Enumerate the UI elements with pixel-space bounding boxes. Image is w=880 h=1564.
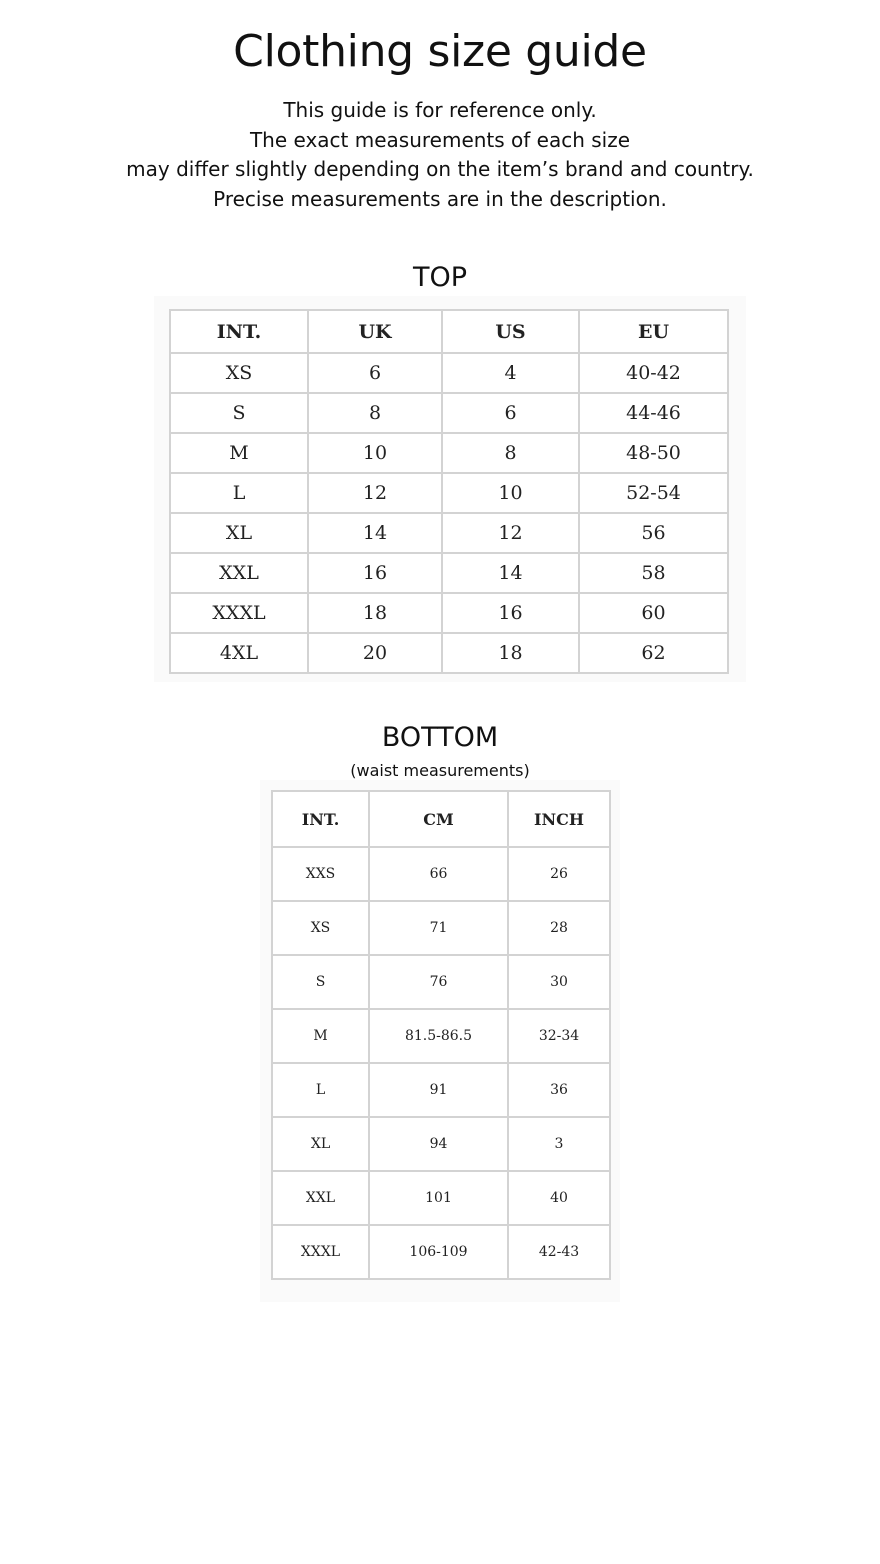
cell-inch: 26 <box>508 847 610 901</box>
table-row <box>170 633 728 673</box>
cell-us: 4 <box>442 353 579 393</box>
cell-cm: 71 <box>369 901 508 955</box>
cell-inch: 3 <box>508 1117 610 1171</box>
cell-us: 16 <box>442 593 579 633</box>
cell-us: 6 <box>442 393 579 433</box>
table-row <box>272 1009 610 1063</box>
cell-cm: 94 <box>369 1117 508 1171</box>
table-row <box>170 593 728 633</box>
cell-int: XL <box>170 513 308 553</box>
cell-int: XL <box>272 1117 369 1171</box>
cell-int: XXL <box>170 553 308 593</box>
intro-line: This guide is for reference only. <box>283 98 597 122</box>
cell-uk: 18 <box>308 593 442 633</box>
table-row <box>170 353 728 393</box>
cell-uk: 20 <box>308 633 442 673</box>
waist-measurements-note: (waist measurements) <box>350 761 530 780</box>
cell-eu: 44-46 <box>579 393 728 433</box>
cell-cm: 81.5-86.5 <box>369 1009 508 1063</box>
cell-int: M <box>272 1009 369 1063</box>
cell-inch: 30 <box>508 955 610 1009</box>
cell-int: L <box>170 473 308 513</box>
cell-int: S <box>272 955 369 1009</box>
intro-line: The exact measurements of each size <box>249 127 631 152</box>
cell-eu: 58 <box>579 553 728 593</box>
table-row <box>272 1171 610 1225</box>
cell-cm: 106-109 <box>369 1225 508 1279</box>
cell-us: 18 <box>442 633 579 673</box>
page-title: Clothing size guide <box>233 26 647 77</box>
cell-eu: 40-42 <box>579 353 728 393</box>
cell-cm: 66 <box>369 847 508 901</box>
cell-inch: 28 <box>508 901 610 955</box>
cell-int: 4XL <box>170 633 308 673</box>
cell-inch: 36 <box>508 1063 610 1117</box>
table-header-row <box>272 791 610 847</box>
bottom-size-table <box>271 790 611 1280</box>
cell-uk: 8 <box>308 393 442 433</box>
table-row <box>170 513 728 553</box>
column-header-inch: INCH <box>508 791 610 847</box>
cell-uk: 14 <box>308 513 442 553</box>
column-header-int: INT. <box>272 791 369 847</box>
bottom-section-heading: BOTTOM <box>381 722 499 753</box>
table-row <box>272 1117 610 1171</box>
intro-text <box>0 96 880 214</box>
cell-int: XXS <box>272 847 369 901</box>
cell-inch: 42-43 <box>508 1225 610 1279</box>
cell-eu: 56 <box>579 513 728 553</box>
table-row <box>170 393 728 433</box>
cell-int: XS <box>170 353 308 393</box>
cell-inch: 32-34 <box>508 1009 610 1063</box>
intro-line: may differ slightly depending on the item’s brand and country. <box>126 157 754 181</box>
cell-us: 8 <box>442 433 579 473</box>
cell-int: XXXL <box>272 1225 369 1279</box>
column-header-us: US <box>442 310 579 353</box>
table-row <box>272 847 610 901</box>
cell-eu: 48-50 <box>579 433 728 473</box>
cell-cm: 76 <box>369 955 508 1009</box>
column-header-eu: EU <box>579 310 728 353</box>
cell-inch: 40 <box>508 1171 610 1225</box>
cell-int: XXXL <box>170 593 308 633</box>
cell-eu: 52-54 <box>579 473 728 513</box>
cell-us: 14 <box>442 553 579 593</box>
column-header-cm: CM <box>369 791 508 847</box>
intro-line: Precise measurements are in the description. <box>213 186 667 211</box>
cell-int: XS <box>272 901 369 955</box>
cell-int: S <box>170 393 308 433</box>
table-row <box>272 955 610 1009</box>
table-row <box>170 553 728 593</box>
table-row <box>272 901 610 955</box>
cell-eu: 62 <box>579 633 728 673</box>
column-header-uk: UK <box>308 310 442 353</box>
cell-cm: 101 <box>369 1171 508 1225</box>
table-row <box>272 1063 610 1117</box>
table-row <box>170 473 728 513</box>
top-size-table <box>169 309 729 674</box>
cell-uk: 12 <box>308 473 442 513</box>
table-row <box>170 433 728 473</box>
cell-eu: 60 <box>579 593 728 633</box>
cell-uk: 10 <box>308 433 442 473</box>
cell-int: M <box>170 433 308 473</box>
top-section-heading: TOP <box>412 262 468 293</box>
cell-uk: 16 <box>308 553 442 593</box>
cell-uk: 6 <box>308 353 442 393</box>
cell-int: XXL <box>272 1171 369 1225</box>
cell-int: L <box>272 1063 369 1117</box>
cell-us: 10 <box>442 473 579 513</box>
table-header-row <box>170 310 728 353</box>
cell-us: 12 <box>442 513 579 553</box>
table-row <box>272 1225 610 1279</box>
column-header-int: INT. <box>170 310 308 353</box>
cell-cm: 91 <box>369 1063 508 1117</box>
